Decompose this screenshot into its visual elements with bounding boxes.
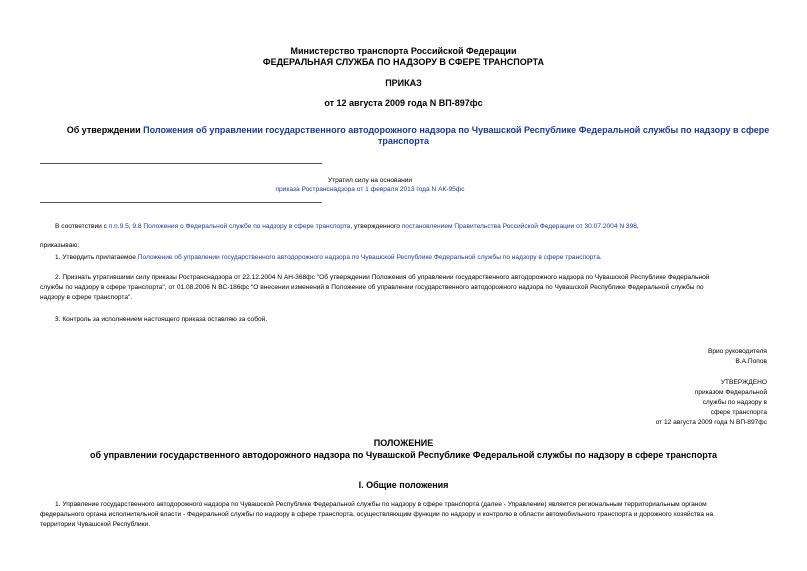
preamble-link-regulation[interactable]: 9.8 Положения о Федеральной службе по надзору в сфере транспорта — [132, 223, 351, 230]
regulation-paragraph-1-line3: территории Чувашской Республики. — [40, 521, 151, 528]
divider-bottom — [40, 202, 322, 203]
preamble-text: В соответствии с — [55, 223, 109, 230]
document-title — [58, 125, 778, 136]
regulation-subtitle: об управлении государственного автодорожного надзора по Чувашской Республике Федеральной службы по надзору в сфере транспорта — [90, 450, 717, 460]
order-item-2-line3: надзору в сфере транспорта". — [40, 294, 133, 301]
preamble-link-decree[interactable]: постановлением Правительства Российской Федерации от 30.07.2004 N 398 — [401, 223, 637, 230]
title-regulation-link-cont[interactable]: транспорта — [377, 136, 430, 146]
preamble-link-items[interactable]: п.п.9.5 — [108, 223, 129, 230]
item1-text: 1. Утвердить прилагаемое — [55, 254, 138, 261]
item1-link[interactable]: Положение об управлении государственного автодорожного надзора по Чувашской Республике Федеральной службы по надзору в сфере транспорта — [137, 254, 600, 261]
regulation-title: ПОЛОЖЕНИЕ — [373, 438, 434, 448]
lost-force-basis-link[interactable]: приказа Ространснадзора от 1 февраля 2013 года N АК-95фс — [275, 186, 465, 193]
regulation-paragraph-1-line1: 1. Управление государственного автодорожного надзора по Чувашской Республике Федеральной службы по надзору в сфере транспорта (далее - Управление) является региональным территориальным органом — [55, 501, 707, 508]
preamble-sep: , — [128, 223, 133, 230]
document-date: от 12 августа 2009 года N ВП-897фс — [324, 98, 483, 108]
section-heading-1: I. Общие положения — [358, 480, 449, 490]
service-name: ФЕДЕРАЛЬНАЯ СЛУЖБА ПО НАДЗОРУ В СФЕРЕ ТРАНСПОРТА — [262, 57, 545, 67]
document-title-line2 — [0, 136, 807, 147]
document-type: ПРИКАЗ — [385, 78, 422, 88]
order-item-3: 3. Контроль за исполнением настоящего приказа оставляю за собой. — [55, 316, 268, 323]
approval-line-1: УТВЕРЖДЕНО — [720, 379, 767, 386]
order-word: приказываю: — [40, 242, 80, 249]
item1-end: . — [599, 254, 602, 261]
signatory-name: В.А.Попов — [735, 358, 767, 365]
approval-line-5: от 12 августа 2009 года N ВП-897фс — [655, 419, 767, 426]
approval-line-2: приказом Федеральной — [694, 389, 767, 396]
order-item-1 — [55, 253, 775, 262]
approval-line-3: службы по надзору в — [702, 399, 767, 406]
title-regulation-link[interactable]: Положения об управлении государственного автодорожного надзора по Чувашской Республике Федеральной службы по надзору в сфере — [143, 125, 770, 135]
preamble-end: , — [636, 223, 639, 230]
ministry-name: Министерство транспорта Российской Федерации — [290, 46, 517, 56]
order-item-2-line1: 2. Признать утратившими силу приказы Ространснадзора от 22.12.2004 N АН-368фс "Об утверждении Положения об управлении государственного автодорожного надзора по Чувашской Республике Федеральной — [55, 274, 710, 281]
order-item-2-line2: службы по надзору в сфере транспорта", от 01.08.2006 N ВС-186фс "О внесении изменений в Положение об управлении государственного автодорожного надзора по Чувашской Республике Федеральной службы по — [40, 284, 704, 291]
lost-force-note: Утратил силу на основании — [327, 177, 413, 184]
preamble-text2: , утвержденного — [350, 223, 402, 230]
divider-top — [40, 163, 322, 164]
preamble — [55, 222, 775, 231]
regulation-paragraph-1-line2: федерального органа исполнительной власти - Федеральной службы по надзору в сфере транспорта, осуществляющим функции по надзору и контролю в области автомобильного транспорта и дорожного хозяйства на — [40, 511, 714, 518]
signatory-role: Врио руководителя — [707, 348, 767, 355]
lost-force-basis — [0, 185, 740, 194]
title-prefix: Об утверждении — [66, 125, 144, 135]
approval-line-4: сфере транспорта — [710, 409, 767, 416]
